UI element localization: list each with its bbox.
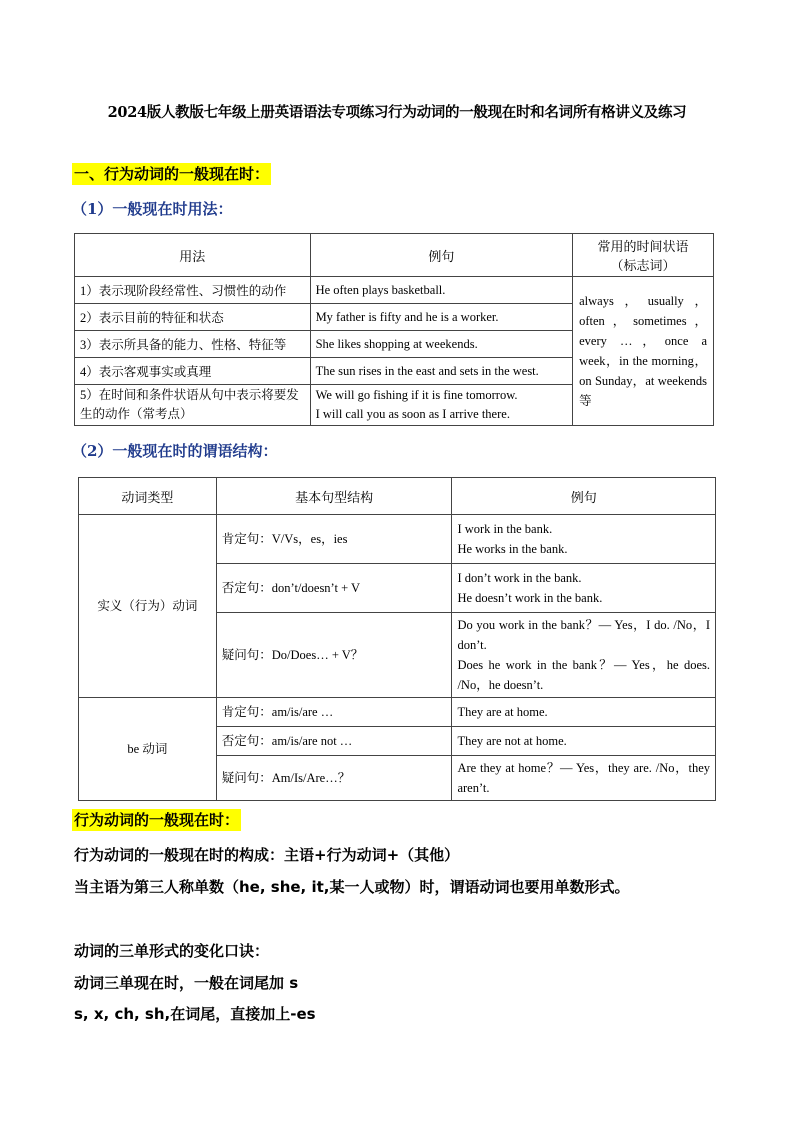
structure-cell: 否定句：am/is/are not … [216,727,452,756]
example-cell: They are at home. [452,698,716,727]
section-heading-2: 行为动词的一般现在时： [74,811,240,829]
body-line: 动词的三单形式的变化口诀： [74,942,270,960]
page-title: 2024版人教版七年级上册英语语法专项练习行为动词的一般现在时和名词所有格讲义及练习 [107,104,687,121]
usage-table [74,233,714,426]
adverbial-cell: always，usually，often，sometimes， every …，once a week，in the morning，on Sunday，at weekends 等 [573,277,714,426]
header-verb-type: 动词类型 [79,478,217,515]
header-adverbial-line2: （标志词） [610,258,676,273]
structure-cell: 疑问句：Do/Does… + V？ [216,613,452,698]
header-example: 例句 [452,478,716,515]
body-line: s, x, ch, sh,在词尾，直接加上-es [74,1005,316,1023]
example-cell [310,385,573,426]
structure-cell: 肯定句：V/Vs，es，ies [216,515,452,564]
example-cell: She likes shopping at weekends. [310,331,573,358]
example-line: He doesn’t work in the bank. [457,591,603,605]
structure-cell: 肯定句：am/is/are … [216,698,452,727]
verb-type-cell: be 动词 [79,698,217,801]
usage-cell: 1）表示现阶段经常性、习惯性的动作 [75,277,311,304]
usage-cell: 5）在时间和条件状语从句中表示将要发生的动作（常考点） [75,385,311,426]
verb-type-cell: 实义（行为）动词 [79,515,217,698]
header-adverbial [573,234,714,277]
usage-cell: 3）表示所具备的能力、性格、特征等 [75,331,311,358]
table-header-row [79,478,716,515]
header-usage: 用法 [75,234,311,277]
example-line: Does he work in the bank？— Yes，he does. /No，he doesn’t. [457,658,710,692]
example-line: I don’t work in the bank. [457,571,582,585]
example-cell: Are they at home？— Yes，they are. /No，they aren’t. [452,756,716,801]
example-cell [452,515,716,564]
section-heading-1: 一、行为动词的一般现在时： [74,165,270,183]
structure-table [78,477,716,801]
example-cell: They are not at home. [452,727,716,756]
example-line: Do you work in the bank？— Yes，I do. /No，I don’t. [457,618,710,652]
example-line: I work in the bank. [457,522,553,536]
header-structure: 基本句型结构 [216,478,452,515]
table-row [75,277,714,304]
subheading-usage: （1）一般现在时用法： [72,200,233,218]
usage-cell: 4）表示客观事实或真理 [75,358,311,385]
structure-cell: 否定句：don’t/doesn’t + V [216,564,452,613]
example-cell: The sun rises in the east and sets in the west. [310,358,573,385]
header-example: 例句 [310,234,573,277]
example-cell: He often plays basketball. [310,277,573,304]
subheading-structure: （2）一般现在时的谓语结构： [72,442,278,460]
example-line: I will call you as soon as I arrive there. [315,407,510,421]
header-adverbial-line1: 常用的时间状语 [597,239,689,254]
structure-cell: 疑问句：Am/Is/Are…？ [216,756,452,801]
example-cell: My father is fifty and he is a worker. [310,304,573,331]
body-line: 当主语为第三人称单数（he, she, it,某一人或物）时，谓语动词也要用单数形式。 [74,878,630,896]
usage-cell: 2）表示目前的特征和状态 [75,304,311,331]
example-line: We will go fishing if it is fine tomorrow. [315,388,518,402]
example-line: He works in the bank. [457,542,568,556]
table-header-row [75,234,714,277]
body-line: 行为动词的一般现在时的构成：主语+行为动词+（其他） [74,846,460,864]
example-cell [452,564,716,613]
table-row [79,698,716,727]
example-cell [452,613,716,698]
table-row [79,515,716,564]
body-line: 动词三单现在时，一般在词尾加 s [74,974,299,992]
